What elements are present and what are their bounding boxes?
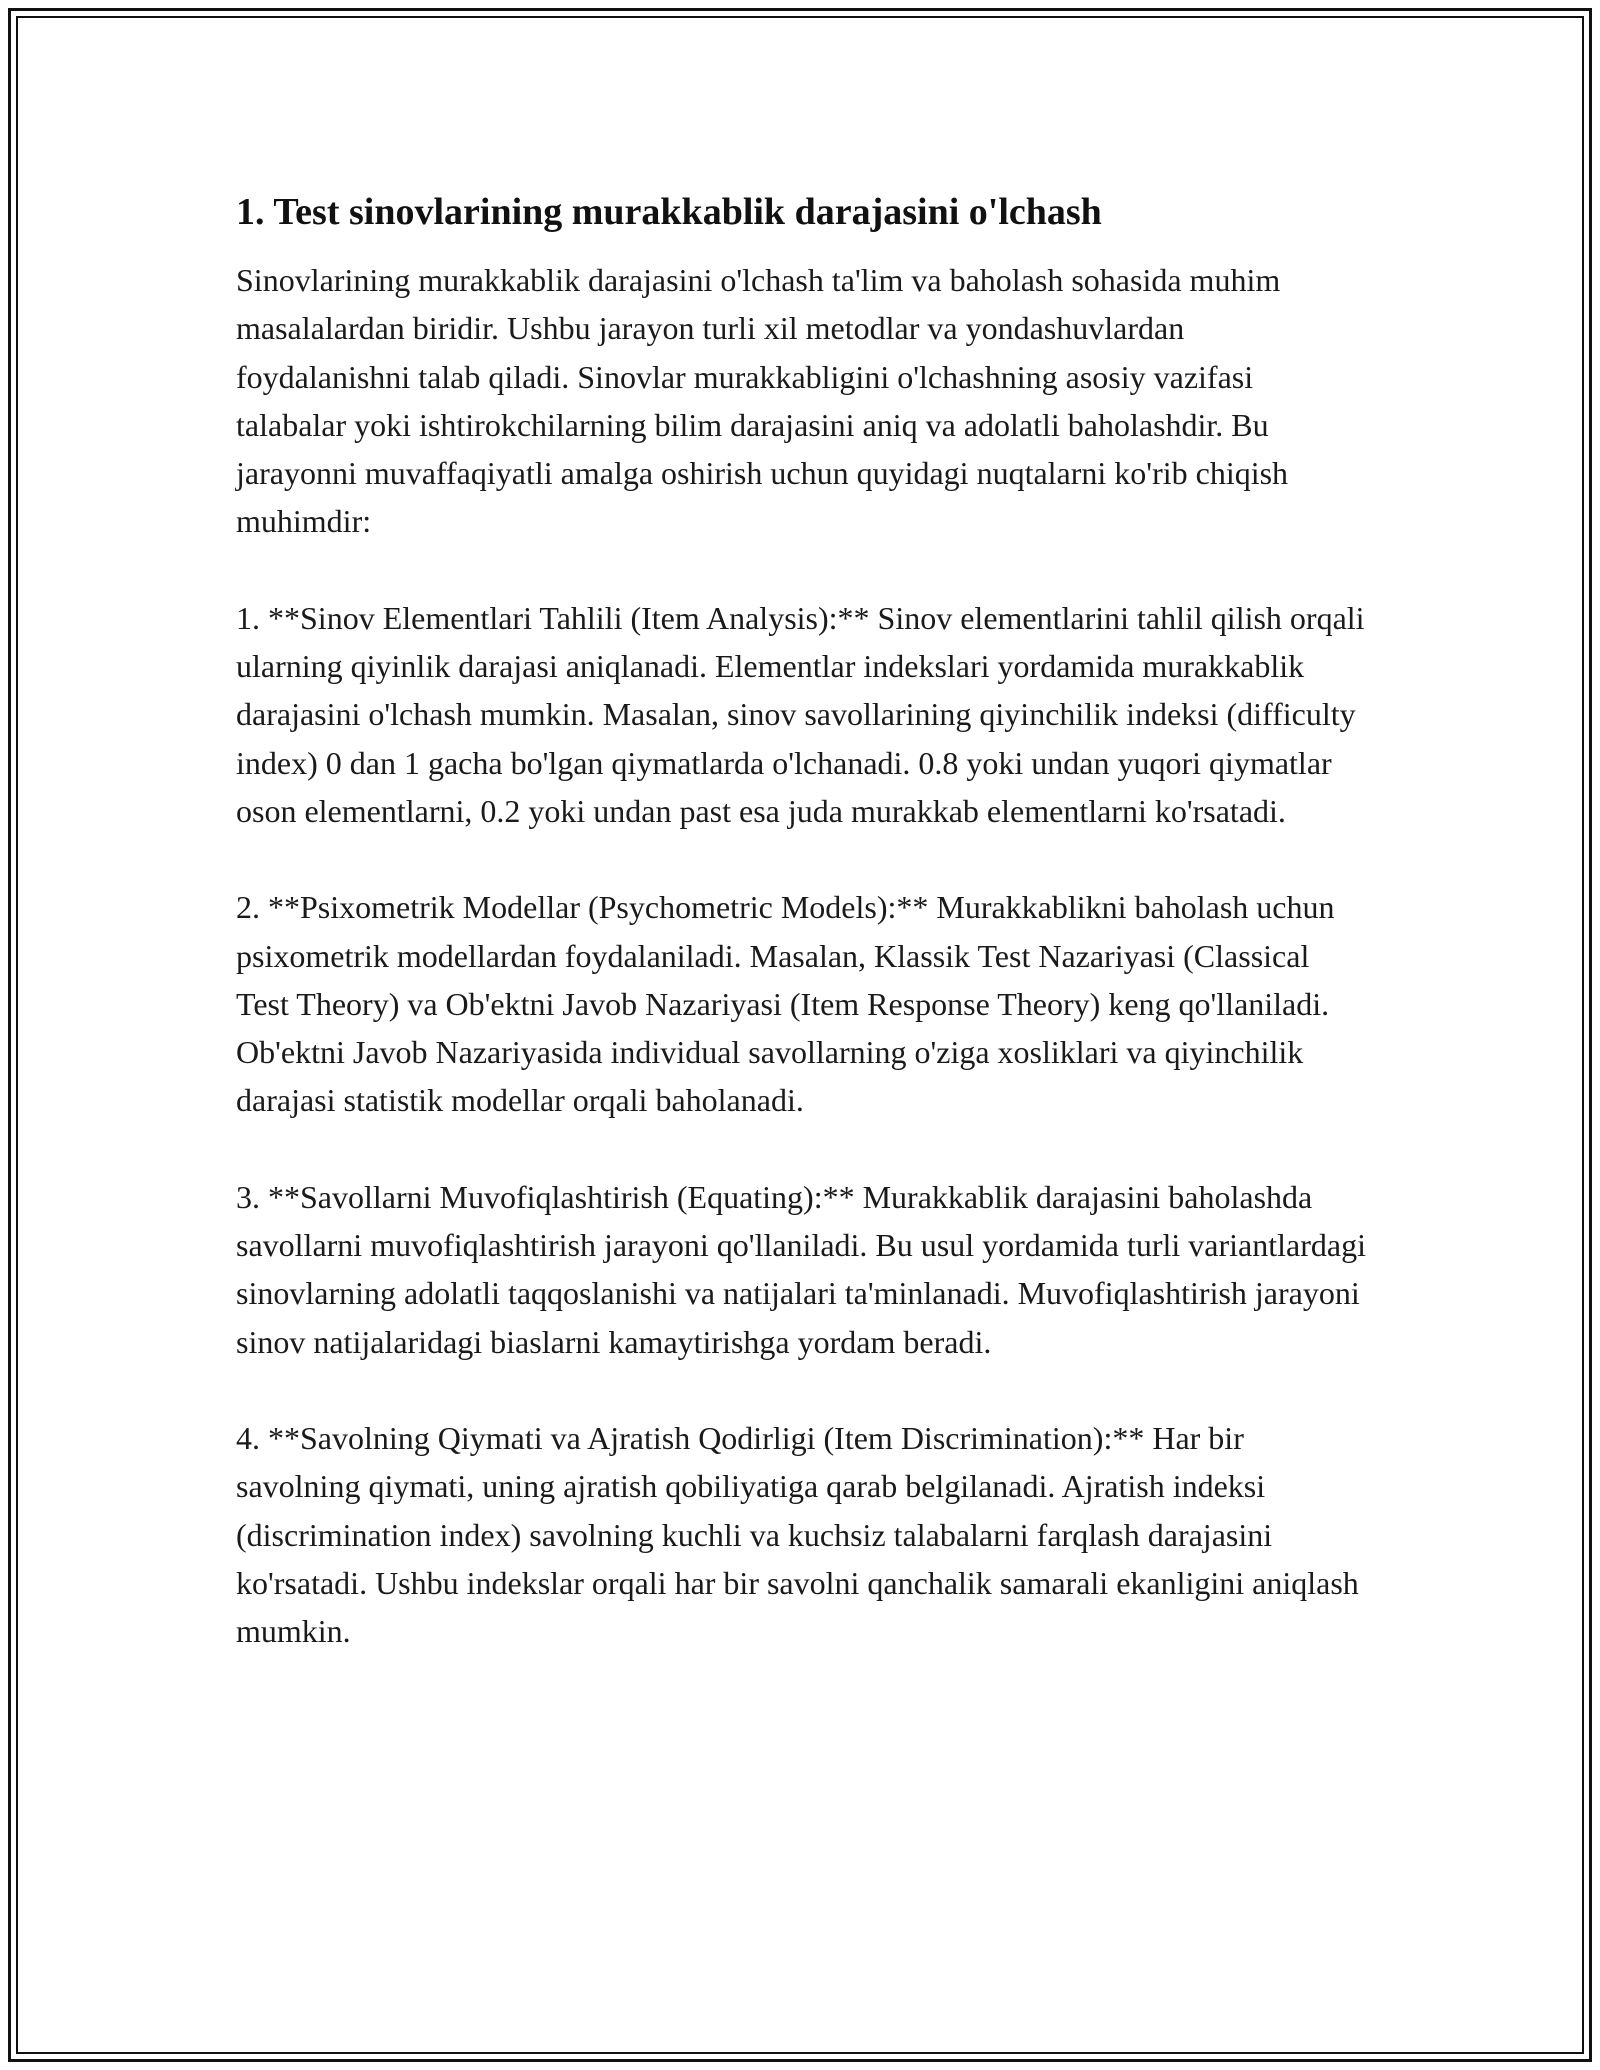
document-title: 1. Test sinovlarining murakkablik darajasini o'lchash — [236, 191, 1102, 233]
paragraph-item-discrimination: 4. **Savolning Qiymati va Ajratish Qodirligi (Item Discrimination):** Har bir savolning qiymati, uning ajratish qobiliyatiga qarab belgilanadi. Ajratish indeksi (discrimination index) savolning kuchli va kuchsiz talabalarni farqlash darajasini ko'rsatadi. Ushbu indekslar orqali har bir savolni qanchalik samarali ekanligini aniqlash mumkin. — [236, 1419, 1359, 1650]
paragraph-item-analysis: 1. **Sinov Elementlari Tahlili (Item Analysis):** Sinov elementlarini tahlil qilish orqali ularning qiyinlik darajasi aniqlanadi. Elementlar indekslari yordamida murakkablik darajasini o'lchash mumkin. Masalan, sinov savollarining qiyinchilik indeksi (difficulty index) 0 dan 1 gacha bo'lgan qiymatlarda o'lchanadi. 0.8 yoki undan yuqori qiymatlar oson elementlarni, 0.2 yoki undan past esa juda murakkab elementlarni ko'rsatadi. — [236, 599, 1365, 829]
paragraph-psychometric-models: 2. **Psixometrik Modellar (Psychometric Models):** Murakkablikni baholash uchun psixometrik modellardan foydalaniladi. Masalan, Klassik Test Nazariyasi (Classical Test Theory) va Ob'ektni Javob Nazariyasi (Item Response Theory) keng qo'llaniladi. Ob'ektni Javob Nazariyasida individual savollarning o'ziga xosliklari va qiyinchilik darajasi statistik modellar orqali baholanadi. — [236, 889, 1335, 1119]
document-body — [236, 186, 1366, 1703]
paragraph-intro: Sinovlarining murakkablik darajasini o'lchash ta'lim va baholash sohasida muhim masalalardan biridir. Ushbu jarayon turli xil metodlar va yondashuvlardan foydalanishni talab qiladi. Sinovlar murakkabligini o'lchashning asosiy vazifasi talabalar yoki ishtirokchilarning bilim darajasini aniq va adolatli baholashdir. Bu jarayonni muvaffaqiyatli amalga oshirish uchun quyidagi nuqtalarni ko'rib chiqish muhimdir: — [236, 262, 1289, 540]
paragraph-equating: 3. **Savollarni Muvofiqlashtirish (Equating):** Murakkablik darajasini baholashda savollarni muvofiqlashtirish jarayoni qo'llaniladi. Bu usul yordamida turli variantlardagi sinovlarning adolatli taqqoslanishi va natijalari ta'minlanadi. Muvofiqlashtirish jarayoni sinov natijalaridagi biaslarni kamaytirishga yordam beradi. — [236, 1178, 1366, 1360]
